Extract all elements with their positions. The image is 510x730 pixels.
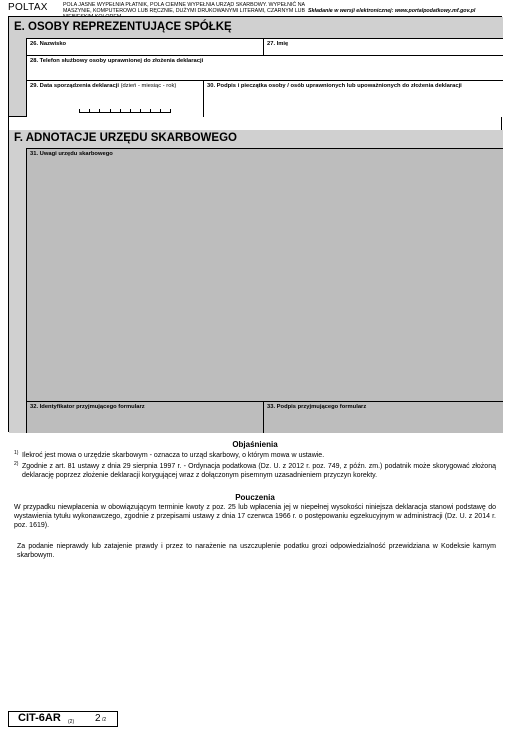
field-26-label: 26. Nazwisko xyxy=(30,41,67,47)
section-e xyxy=(9,17,503,117)
explanations xyxy=(14,440,496,480)
date-tick xyxy=(89,109,90,112)
field-32-label: 32. Identyfikator przyjmującego formularz xyxy=(30,404,145,410)
date-tick xyxy=(110,109,111,112)
date-tick xyxy=(170,109,171,112)
footnote-1 xyxy=(14,451,496,460)
field-26-surname[interactable] xyxy=(26,38,263,55)
field-29-date[interactable] xyxy=(26,80,203,117)
form-version: (2) xyxy=(68,719,75,725)
footnote-1-mark: 1) xyxy=(14,450,19,456)
fill-instructions: POLA JASNE WYPEŁNIA PŁATNIK, POLA CIEMNE WYPEŁNIA URZĄD SKARBOWY. WYPEŁNIĆ NA MASZYNIE, KOMPUTEROWO LUB RĘCZNIE, DUŻYMI DRUKOWANYMI LITERAMI, CZARNYM LUB xyxy=(63,2,306,14)
field-31-label: 31. Uwagi urzędu skarbowego xyxy=(30,151,113,157)
instructions-paragraph-1: W przypadku niewpłacenia w obowiązującym terminie kwoty z poz. 25 lub wpłacenia jej w niepełnej wysokości niniejsza deklaracja stanowi podstawę do wystawienia tytułu wykonawczego, zgodnie z przepisami ustawy z dnia 17 czerwca 1966 r. o postępowaniu egzekucyjnym w administracji (Dz. U. z 2014 r. poz. 1619). xyxy=(14,504,496,529)
field-33-label: 33. Podpis przyjmującego formularz xyxy=(267,404,367,410)
instructions-title: Pouczenia xyxy=(235,493,275,502)
date-tick xyxy=(120,109,121,112)
field-29-hint: (dzień - miesiąc - rok) xyxy=(120,83,177,89)
poltax-brand: POLTAX xyxy=(8,2,48,13)
field-27-first-name[interactable] xyxy=(263,38,503,55)
field-28-phone[interactable] xyxy=(26,55,503,80)
field-30-label: 30. Podpis i pieczątka osoby / osób uprawnionych lub upoważnionych do złożenia deklaracji xyxy=(207,83,462,89)
field-29-label-text: 29. Data sporządzenia deklaracji xyxy=(30,83,119,89)
date-tick xyxy=(150,109,151,112)
field-30-signature[interactable] xyxy=(203,80,503,117)
explanations-title: Objaśnienia xyxy=(232,440,278,449)
field-29-label xyxy=(30,83,176,89)
section-f-title: F. ADNOTACJE URZĘDU SKARBOWEGO xyxy=(14,132,237,144)
form-code: CIT-6AR xyxy=(18,712,61,724)
footnote-1-text: Ilekroć jest mowa o urzędzie skarbowym - oznacza to urząd skarbowy, o którym mowa w ustawie. xyxy=(22,452,325,459)
date-tick xyxy=(140,109,141,112)
footnote-2 xyxy=(14,462,496,480)
page-number: 2 xyxy=(95,713,101,724)
date-tick xyxy=(130,109,131,112)
date-tick xyxy=(79,109,80,112)
form-footer xyxy=(8,711,118,727)
date-tick xyxy=(160,109,161,112)
form-body xyxy=(8,16,502,432)
field-28-label: 28. Telefon służbowy osoby uprawnionej do złożenia deklaracji xyxy=(30,58,204,64)
instructions xyxy=(14,493,496,560)
field-31-tax-office-remarks xyxy=(26,148,503,401)
field-27-label: 27. Imię xyxy=(267,41,289,47)
section-f xyxy=(9,130,503,433)
field-32-receiver-id xyxy=(26,401,263,433)
electronic-submission-note: Składanie w wersji elektronicznej: www.portalpodatkowy.mf.gov.pl xyxy=(308,8,476,14)
section-e-title: E. OSOBY REPREZENTUJĄCE SPÓŁKĘ xyxy=(14,21,232,33)
page-total: /2 xyxy=(102,717,107,723)
footnote-2-text: Zgodnie z art. 81 ustawy z dnia 29 sierpnia 1997 r. - Ordynacja podatkowa (Dz. U. z 2012 r. poz. 749, z późn. zm.) podatnik może skorygować złożoną deklarację poprzez złożenie deklaracji korygującej wraz z dołączonym pisemnym uzasadnieniem przyczyn korekty. xyxy=(22,463,496,479)
date-entry-line xyxy=(79,110,171,113)
date-tick xyxy=(99,109,100,112)
form-header xyxy=(8,2,502,16)
field-33-receiver-signature xyxy=(263,401,503,433)
footnote-2-mark: 2) xyxy=(14,461,19,467)
instructions-paragraph-2: Za podanie nieprawdy lub zatajenie prawdy i przez to narażenie na uszczuplenie podatku grozi odpowiedzialność przewidziana w Kodeksie karnym skarbowym. xyxy=(17,543,496,559)
